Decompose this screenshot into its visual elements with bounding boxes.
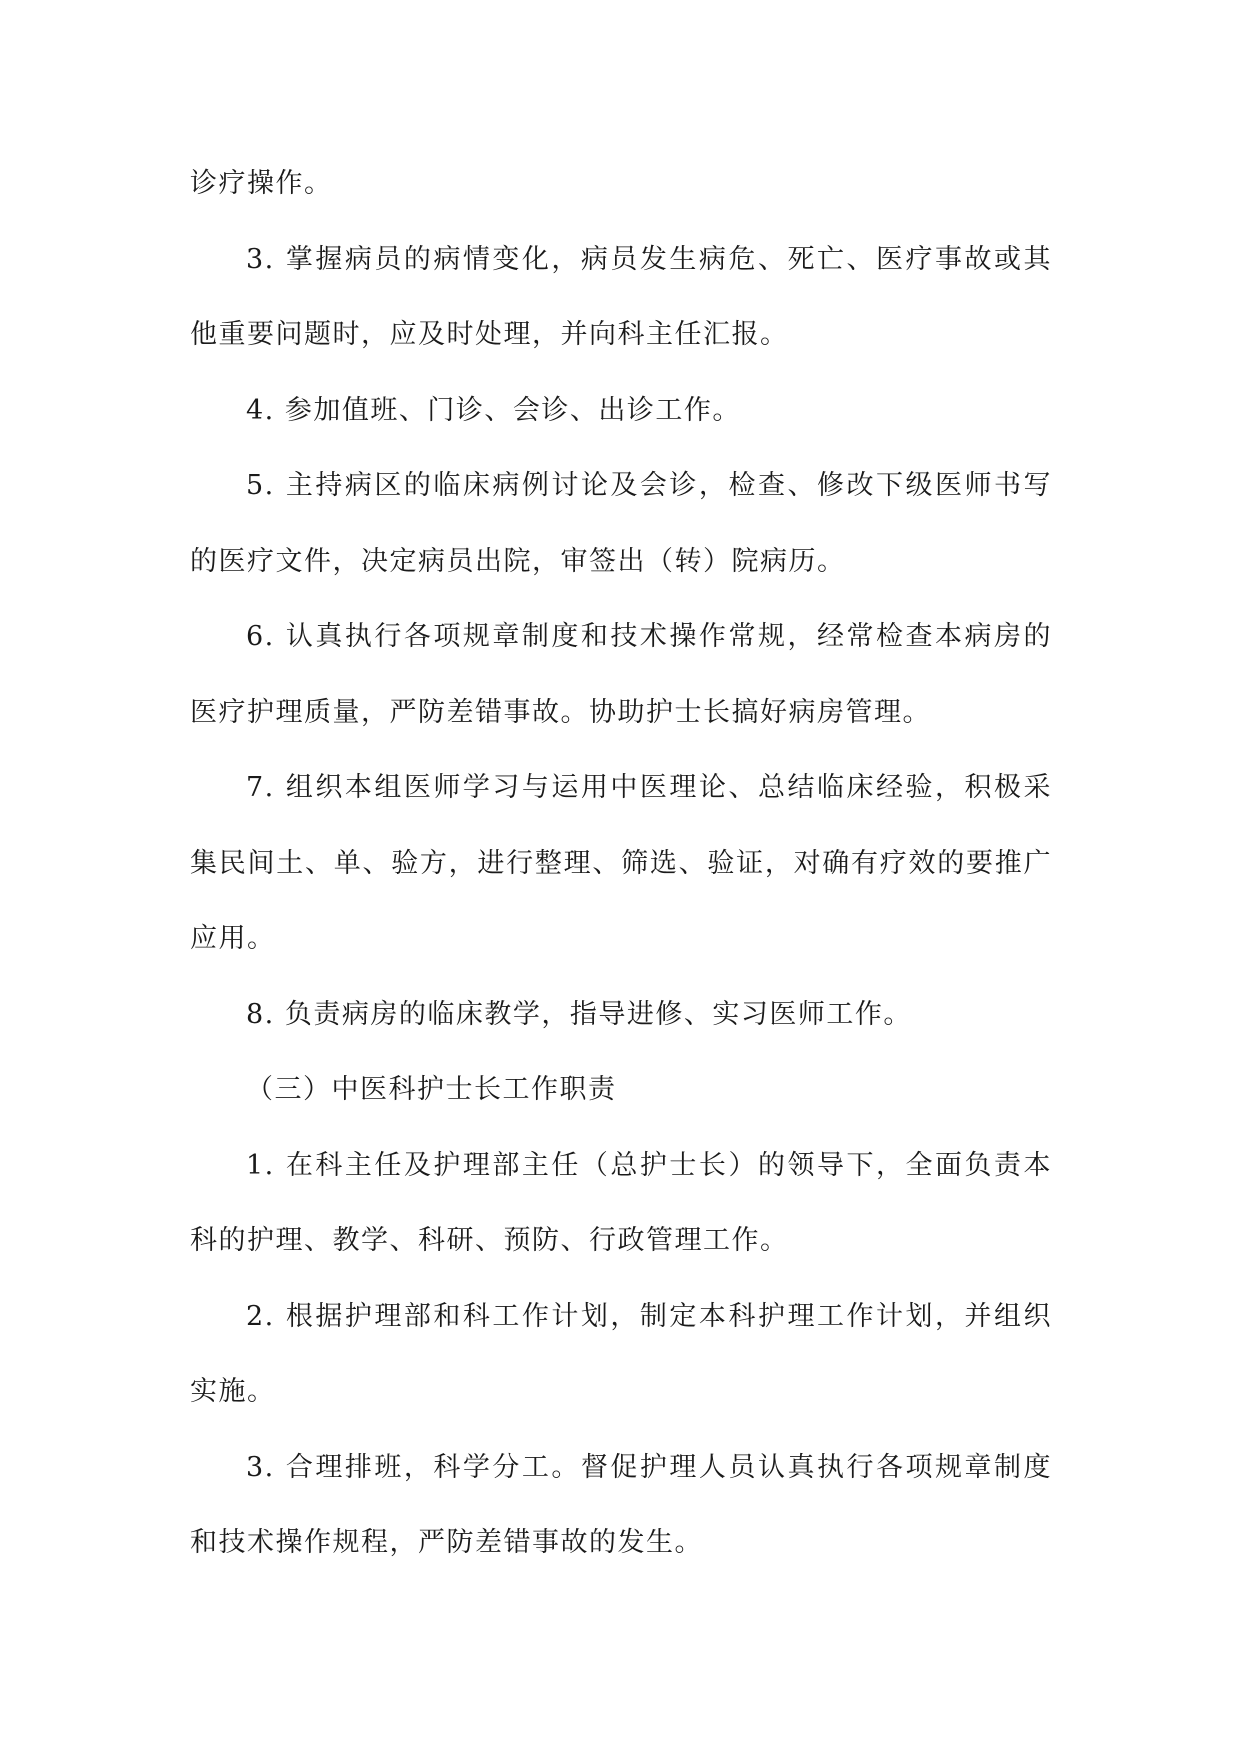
paragraph-item-6: 6. 认真执行各项规章制度和技术操作常规，经常检查本病房的医疗护理质量，严防差错事故。协助护士长搞好病房管理。 (190, 621, 1052, 728)
paragraph-nurse-item-2: 2. 根据护理部和科工作计划，制定本科护理工作计划，并组织实施。 (190, 1300, 1052, 1407)
paragraph-nurse-item-3: 3. 合理排班，科学分工。督促护理人员认真执行各项规章制度和技术操作规程，严防差错事故的发生。 (190, 1451, 1052, 1558)
paragraph-item-4: 4. 参加值班、门诊、会诊、出诊工作。 (246, 394, 741, 426)
paragraph-item-5: 5. 主持病区的临床病例讨论及会诊，检查、修改下级医师书写的医疗文件，决定病员出院，审签出（转）院病历。 (190, 470, 1052, 577)
paragraph-nurse-item-1: 1. 在科主任及护理部主任（总护士长）的领导下，全面负责本科的护理、教学、科研、预防、行政管理工作。 (190, 1149, 1052, 1256)
paragraph-item-8: 8. 负责病房的临床教学，指导进修、实习医师工作。 (246, 998, 912, 1030)
section-heading-nurse-duties: （三）中医科护士长工作职责 (246, 1074, 617, 1105)
paragraph-item-3: 3. 掌握病员的病情变化，病员发生病危、死亡、医疗事故或其他重要问题时，应及时处理，并向科主任汇报。 (190, 243, 1052, 350)
paragraph-item-7: 7. 组织本组医师学习与运用中医理论、总结临床经验，积极采集民间土、单、验方，进行整理、筛选、验证，对确有疗效的要推广应用。 (190, 772, 1052, 954)
document-body (190, 146, 1052, 1581)
paragraph-continuation: 诊疗操作。 (190, 168, 333, 199)
